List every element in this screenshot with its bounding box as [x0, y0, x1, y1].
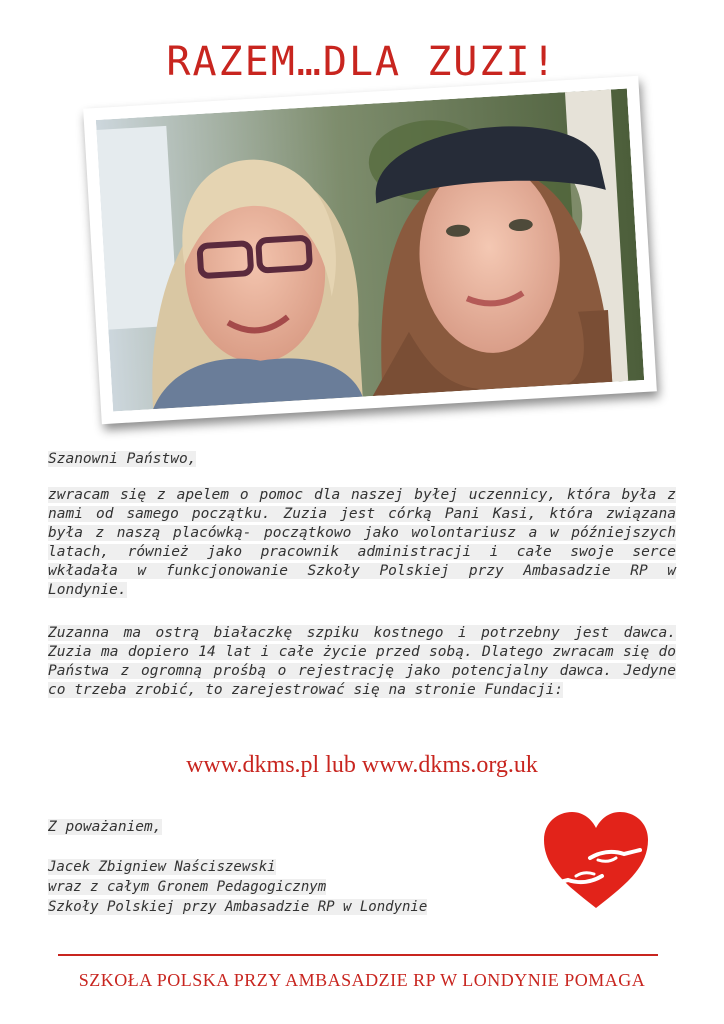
signature-staff: wraz z całym Gronem Pedagogicznym — [48, 879, 327, 895]
closing: Z poważaniem, — [48, 819, 162, 835]
footer-text: SZKOŁA POLSKA PRZY AMBASADZIE RP W LONDYNIE POMAGA — [78, 970, 646, 990]
heart-hands-icon — [538, 808, 654, 912]
paragraph-appeal: zwracam się z apelem o pomoc dla naszej byłej uczennicy, która była z nami od samego początku. Zuzia jest córką Pani Kasi, która związana była z naszą placówką- początkowo jako wolontariusz a w późniejszych latach, również jako pracownik administracji i całe swoje serce wkładała w funkcjonowanie Szkoły Polskiej przy Ambasadzie RP w Londynie. — [48, 487, 676, 598]
page-title: RAZEM…DLA ZUZI! — [166, 39, 558, 85]
greeting: Szanowni Państwo, — [48, 451, 197, 467]
photo-frame — [83, 76, 657, 424]
registration-links[interactable]: www.dkms.pl lub www.dkms.org.uk — [186, 752, 538, 778]
signature-school: Szkoły Polskiej przy Ambasadzie RP w Londynie — [48, 899, 428, 915]
divider-line — [58, 954, 658, 956]
signature-name: Jacek Zbigniew Naściszewski — [48, 859, 276, 875]
portrait-photo — [96, 88, 644, 411]
paragraph-donor: Zuzanna ma ostrą białaczkę szpiku kostnego i potrzebny jest dawca. Zuzia ma dopiero 14 lat i całe życie przed sobą. Dlatego zwracam się do Państwa z ogromną prośbą o rejestrację jako potencjalny dawca. Jedyne co trzeba zrobić, to zarejestrować się na stronie Fundacji: — [48, 625, 676, 698]
signature — [48, 857, 427, 917]
